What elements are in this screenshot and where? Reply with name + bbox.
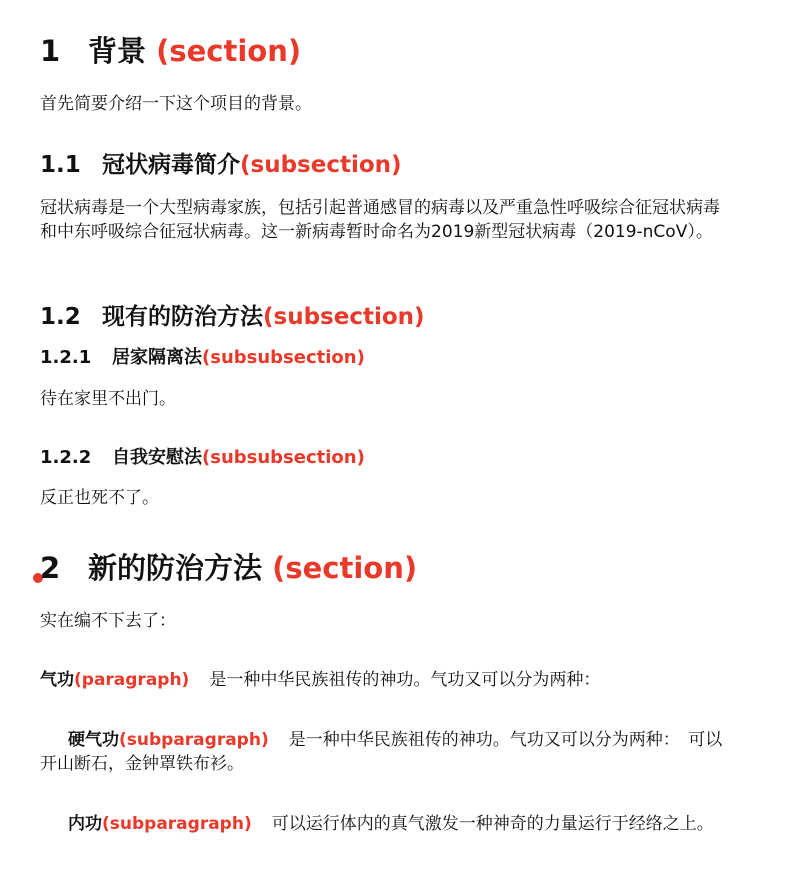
subsection-heading-1-1 <box>40 150 402 180</box>
subsubsection-heading-1-2-2 <box>40 446 365 470</box>
subsubsection-command-label: (subsubsection) <box>202 347 365 368</box>
subsubsection-title: 自我安慰法 <box>112 447 202 468</box>
subparagraph-command-label: (subparagraph) <box>119 730 269 750</box>
paragraph-title: 气功 <box>40 670 74 690</box>
subparagraph-hard-qigong <box>40 728 730 776</box>
subparagraph-body: 是一种中华民族祖传的神功。气功又可以分为两种： 可以开山断石，金钟罩铁布衫。 <box>40 730 723 774</box>
paragraph-command-label: (paragraph) <box>74 670 190 690</box>
subsection-title: 冠状病毒简介 <box>102 152 240 178</box>
subparagraph-body: 可以运行体内的真气激发一种神奇的力量运行于经络之上。 <box>271 814 714 834</box>
paragraph-qigong <box>40 668 600 692</box>
subsection-heading-1-2 <box>40 302 425 332</box>
subsection-1-1-paragraph: 冠状病毒是一个大型病毒家族，包括引起普通感冒的病毒以及严重急性呼吸综合征冠状病毒和中东呼吸综合征冠状病毒。这一新病毒暂时命名为2019新型冠状病毒（2019-nCoV）。 <box>40 198 720 242</box>
subsubsection-1-2-1-paragraph: 待在家里不出门。 <box>40 389 176 409</box>
section-title: 背景 <box>88 34 147 68</box>
section-number: 1 <box>40 34 61 68</box>
subsection-title: 现有的防治方法 <box>102 304 263 330</box>
section-command-label: (section) <box>156 34 302 68</box>
subsection-command-label: (subsection) <box>240 152 402 178</box>
subsubsection-number: 1.2.1 <box>40 347 92 368</box>
section-heading-2 <box>40 550 417 586</box>
subparagraph-title: 硬气功 <box>68 730 119 750</box>
section-1-paragraph: 首先简要介绍一下这个项目的背景。 <box>40 94 312 114</box>
section-title: 新的防治方法 <box>88 551 263 585</box>
subsubsection-1-2-2-paragraph: 反正也死不了。 <box>40 488 159 508</box>
paragraph-body: 是一种中华民族祖传的神功。气功又可以分为两种： <box>209 670 601 690</box>
subparagraph-title: 内功 <box>68 814 102 834</box>
section-command-label: (section) <box>272 551 418 585</box>
subsection-number: 1.2 <box>40 304 81 330</box>
subsection-number: 1.1 <box>40 152 81 178</box>
section-number: 2 <box>40 551 61 585</box>
subparagraph-inner-qigong <box>40 812 730 836</box>
subsection-command-label: (subsection) <box>263 304 425 330</box>
section-2-paragraph: 实在编不下去了： <box>40 611 176 631</box>
subsubsection-number: 1.2.2 <box>40 447 92 468</box>
subsubsection-command-label: (subsubsection) <box>202 447 365 468</box>
section-heading-1 <box>40 33 301 69</box>
subsubsection-heading-1-2-1 <box>40 346 365 370</box>
subsubsection-title: 居家隔离法 <box>112 347 202 368</box>
subparagraph-command-label: (subparagraph) <box>102 814 252 834</box>
